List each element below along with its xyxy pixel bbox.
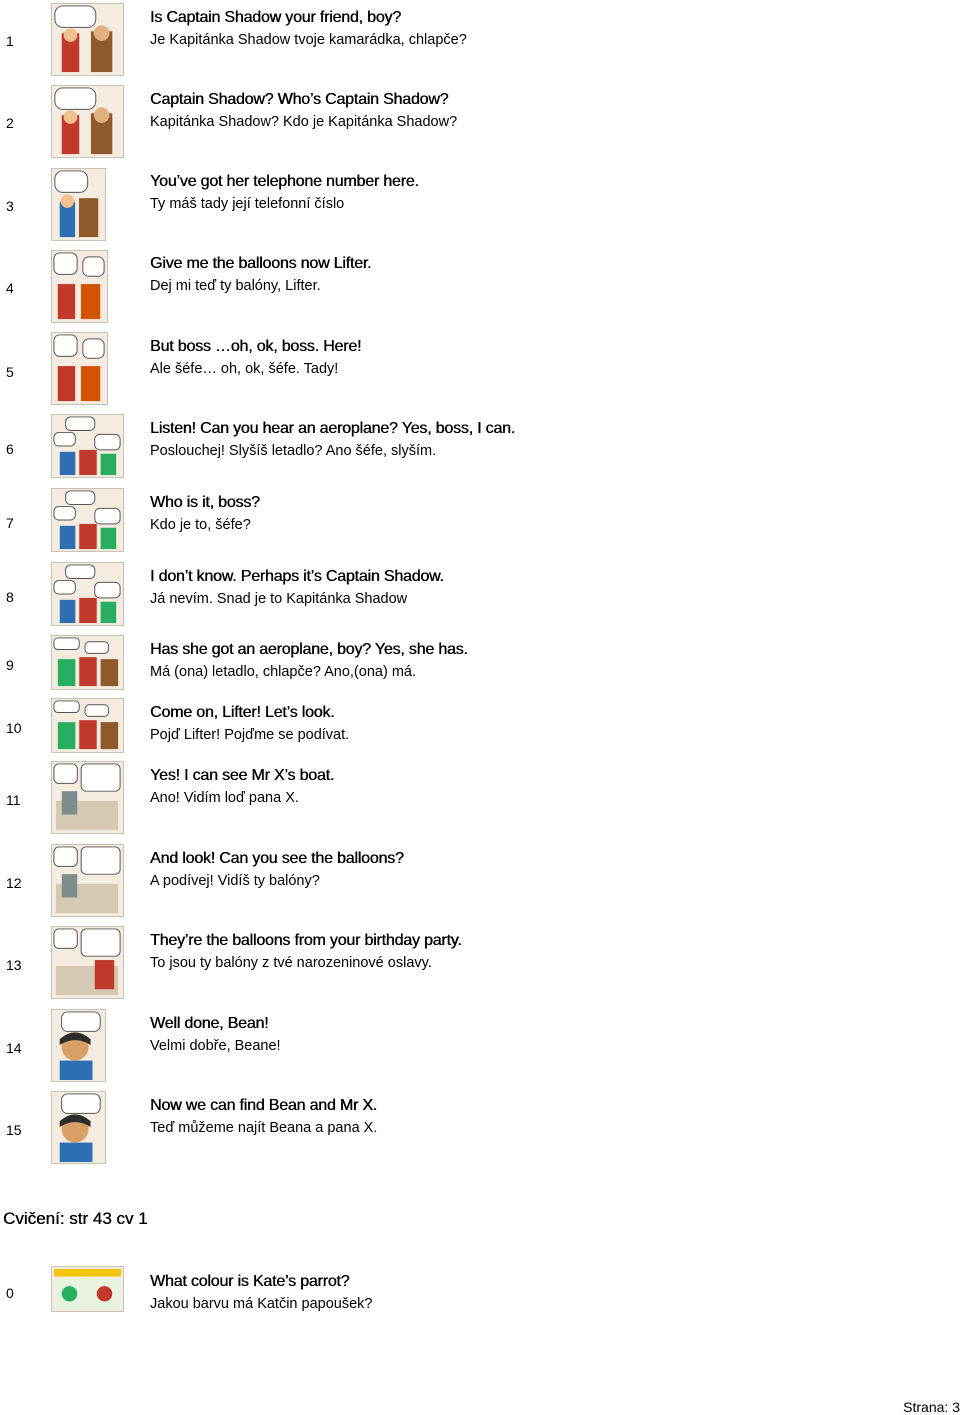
english-sentence: Come on, Lifter! Let’s look. bbox=[150, 704, 335, 721]
item-number: 14 bbox=[6, 1040, 22, 1056]
item-number: 12 bbox=[6, 875, 22, 891]
comic-thumbnail bbox=[51, 168, 106, 241]
item-number: 6 bbox=[6, 441, 14, 457]
czech-translation: Kdo je to, šéfe? bbox=[150, 517, 251, 533]
comic-thumbnail bbox=[51, 926, 124, 999]
czech-translation: Jakou barvu má Katčin papoušek? bbox=[150, 1296, 373, 1312]
english-sentence: You’ve got her telephone number here. bbox=[150, 173, 419, 190]
english-sentence: Captain Shadow? Who’s Captain Shadow? bbox=[150, 91, 449, 108]
comic-thumbnail bbox=[51, 698, 124, 753]
comic-thumbnail bbox=[51, 1009, 106, 1082]
comic-thumbnail bbox=[51, 488, 124, 552]
exercise-thumbnail bbox=[51, 1266, 124, 1312]
item-number: 9 bbox=[6, 657, 14, 673]
item-number: 4 bbox=[6, 280, 14, 296]
czech-translation: Dej mi teď ty balóny, Lifter. bbox=[150, 278, 321, 294]
czech-translation: Já nevím. Snad je to Kapitánka Shadow bbox=[150, 591, 408, 607]
czech-translation: Ale šéfe… oh, ok, šéfe. Tady! bbox=[150, 361, 339, 377]
english-sentence: Who is it, boss? bbox=[150, 494, 260, 511]
english-sentence: Is Captain Shadow your friend, boy? bbox=[150, 9, 401, 26]
item-number: 8 bbox=[6, 589, 14, 605]
english-sentence: They’re the balloons from your birthday party. bbox=[150, 932, 462, 949]
english-sentence: Well done, Bean! bbox=[150, 1015, 269, 1032]
english-sentence: What colour is Kate’s parrot? bbox=[150, 1273, 350, 1290]
item-number: 2 bbox=[6, 115, 14, 131]
item-number: 7 bbox=[6, 515, 14, 531]
czech-translation: Kapitánka Shadow? Kdo je Kapitánka Shadow? bbox=[150, 114, 458, 130]
comic-thumbnail bbox=[51, 635, 124, 690]
english-sentence: I don’t know. Perhaps it’s Captain Shadow. bbox=[150, 568, 444, 585]
czech-translation: A podívej! Vidíš ty balóny? bbox=[150, 873, 320, 889]
comic-thumbnail bbox=[51, 85, 124, 158]
english-sentence: Give me the balloons now Lifter. bbox=[150, 255, 372, 272]
czech-translation: To jsou ty balóny z tvé narozeninové oslavy. bbox=[150, 955, 432, 971]
exercise-heading: Cvičení: str 43 cv 1 bbox=[3, 1209, 148, 1228]
item-number: 0 bbox=[6, 1285, 14, 1301]
item-number: 15 bbox=[6, 1122, 22, 1138]
czech-translation: Pojď Lifter! Pojďme se podívat. bbox=[150, 727, 350, 743]
item-number: 1 bbox=[6, 33, 14, 49]
comic-thumbnail bbox=[51, 3, 124, 76]
comic-thumbnail bbox=[51, 332, 108, 405]
comic-thumbnail bbox=[51, 562, 124, 626]
comic-thumbnail bbox=[51, 1091, 106, 1164]
czech-translation: Velmi dobře, Beane! bbox=[150, 1038, 281, 1054]
item-number: 11 bbox=[6, 792, 21, 808]
english-sentence: Now we can find Bean and Mr X. bbox=[150, 1097, 378, 1114]
czech-translation: Poslouchej! Slyšíš letadlo? Ano šéfe, slyším. bbox=[150, 443, 437, 459]
item-number: 3 bbox=[6, 198, 14, 214]
comic-thumbnail bbox=[51, 761, 124, 834]
comic-thumbnail bbox=[51, 414, 124, 478]
czech-translation: Ano! Vidím loď pana X. bbox=[150, 790, 299, 806]
item-number: 5 bbox=[6, 364, 14, 380]
english-sentence: But boss …oh, ok, boss. Here! bbox=[150, 338, 362, 355]
comic-thumbnail bbox=[51, 844, 124, 917]
item-number: 10 bbox=[6, 720, 22, 736]
comic-thumbnail bbox=[51, 250, 108, 323]
item-number: 13 bbox=[6, 957, 22, 973]
english-sentence: Yes! I can see Mr X’s boat. bbox=[150, 767, 335, 784]
english-sentence: Listen! Can you hear an aeroplane? Yes, boss, I can. bbox=[150, 420, 515, 437]
czech-translation: Teď můžeme najít Beana a pana X. bbox=[150, 1120, 378, 1136]
english-sentence: Has she got an aeroplane, boy? Yes, she has. bbox=[150, 641, 468, 658]
english-sentence: And look! Can you see the balloons? bbox=[150, 850, 404, 867]
czech-translation: Má (ona) letadlo, chlapče? Ano,(ona) má. bbox=[150, 664, 416, 680]
czech-translation: Je Kapitánka Shadow tvoje kamarádka, chlapče? bbox=[150, 32, 467, 48]
page-number: Strana: 3 bbox=[903, 1399, 960, 1415]
czech-translation: Ty máš tady její telefonní číslo bbox=[150, 196, 345, 212]
